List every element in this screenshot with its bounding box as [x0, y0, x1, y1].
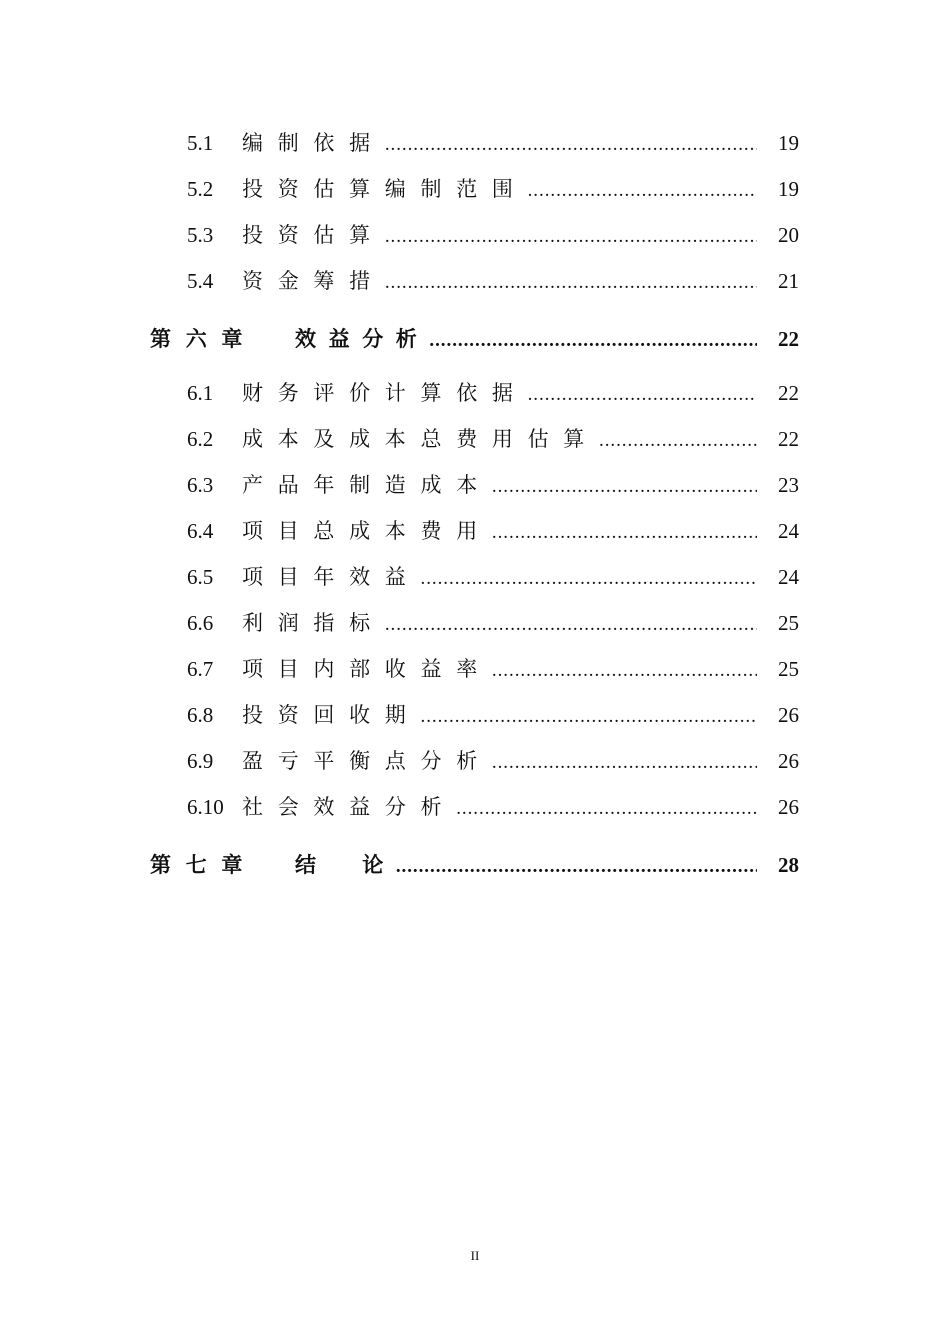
toc-leader-dots — [492, 476, 757, 498]
toc-entry-page: 20 — [778, 223, 799, 247]
toc-entry-number: 6.6 — [187, 611, 214, 635]
toc-entry-page: 26 — [778, 749, 799, 773]
toc-entry-number: 6.3 — [187, 473, 214, 497]
toc-entry-number: 6.7 — [187, 657, 214, 681]
toc-entry[interactable] — [187, 791, 799, 821]
toc-leader-dots — [421, 568, 758, 590]
toc-leader-dots — [599, 430, 757, 452]
toc-chapter-title: 效益分析 — [295, 327, 430, 351]
toc-entry-title: 财务评价计算依据 — [242, 381, 528, 405]
toc-entry-page: 22 — [778, 427, 799, 451]
toc-entry[interactable] — [187, 377, 799, 407]
toc-entry[interactable] — [187, 173, 799, 203]
toc-leader-dots — [528, 384, 757, 406]
toc-entry-number: 5.2 — [187, 177, 214, 201]
toc-entry-number: 6.4 — [187, 519, 214, 543]
toc-chapter-title: 结 论 — [295, 853, 396, 877]
toc-entry[interactable] — [187, 219, 799, 249]
toc-entry-title: 投资估算 — [242, 223, 385, 247]
toc-entry-title: 编制依据 — [242, 131, 385, 155]
toc-entry-title: 利润指标 — [242, 611, 385, 635]
toc-leader-dots — [429, 330, 757, 352]
toc-chapter-number: 第六章 — [150, 327, 258, 351]
toc-entry-page: 26 — [778, 703, 799, 727]
toc-entry-number: 6.2 — [187, 427, 214, 451]
toc-entry-number: 6.10 — [187, 795, 224, 819]
toc-leader-dots — [385, 272, 757, 294]
toc-entry-page: 25 — [778, 657, 799, 681]
toc-entry-page: 25 — [778, 611, 799, 635]
toc-entry[interactable] — [187, 265, 799, 295]
toc-entry-title: 盈亏平衡点分析 — [242, 749, 492, 773]
toc-chapter-entry[interactable] — [150, 323, 799, 353]
toc-entry[interactable] — [187, 127, 799, 157]
toc-leader-dots — [528, 180, 757, 202]
toc-entry-title: 投资估算编制范围 — [242, 177, 528, 201]
toc-entry-page: 19 — [778, 177, 799, 201]
toc-entry[interactable] — [187, 745, 799, 775]
toc-leader-dots — [385, 226, 757, 248]
page-footer-number: II — [470, 1248, 480, 1263]
toc-chapter-page: 22 — [778, 327, 799, 351]
toc-entry-title: 成本及成本总费用估算 — [242, 427, 599, 451]
toc-entry-page: 24 — [778, 565, 799, 589]
toc-entry-title: 项目年效益 — [242, 565, 421, 589]
toc-chapter-entry[interactable] — [150, 849, 799, 879]
toc-entry-page: 22 — [778, 381, 799, 405]
toc-chapter-page: 28 — [778, 853, 799, 877]
toc-leader-dots — [492, 522, 757, 544]
toc-entry[interactable] — [187, 607, 799, 637]
toc-chapter-number: 第七章 — [150, 853, 258, 877]
toc-leader-dots — [396, 856, 757, 878]
toc-entry-title: 投资回收期 — [242, 703, 421, 727]
toc-entry-page: 21 — [778, 269, 799, 293]
toc-entry-title: 资金筹措 — [242, 269, 385, 293]
toc-entry[interactable] — [187, 561, 799, 591]
toc-entry[interactable] — [187, 423, 799, 453]
toc-entry[interactable] — [187, 515, 799, 545]
toc-entry-number: 5.4 — [187, 269, 214, 293]
toc-entry-number: 5.3 — [187, 223, 214, 247]
toc-entry-page: 26 — [778, 795, 799, 819]
toc-entry-page: 19 — [778, 131, 799, 155]
toc-entry-title: 项目内部收益率 — [242, 657, 492, 681]
toc-entry[interactable] — [187, 469, 799, 499]
toc-leader-dots — [456, 798, 757, 820]
toc-leader-dots — [492, 752, 757, 774]
toc-leader-dots — [385, 134, 757, 156]
toc-entry[interactable] — [187, 653, 799, 683]
toc-entry-title: 产品年制造成本 — [242, 473, 492, 497]
toc-entry-page: 24 — [778, 519, 799, 543]
toc-entry-title: 社会效益分析 — [242, 795, 457, 819]
toc-entry-number: 6.8 — [187, 703, 214, 727]
toc-leader-dots — [385, 614, 757, 636]
toc-leader-dots — [421, 706, 758, 728]
toc-entry-number: 6.5 — [187, 565, 214, 589]
toc-entry-number: 6.1 — [187, 381, 214, 405]
toc-entry-page: 23 — [778, 473, 799, 497]
toc-entry[interactable] — [187, 699, 799, 729]
toc-entry-number: 6.9 — [187, 749, 214, 773]
toc-leader-dots — [492, 660, 757, 682]
toc-entry-title: 项目总成本费用 — [242, 519, 492, 543]
toc-entry-number: 5.1 — [187, 131, 214, 155]
